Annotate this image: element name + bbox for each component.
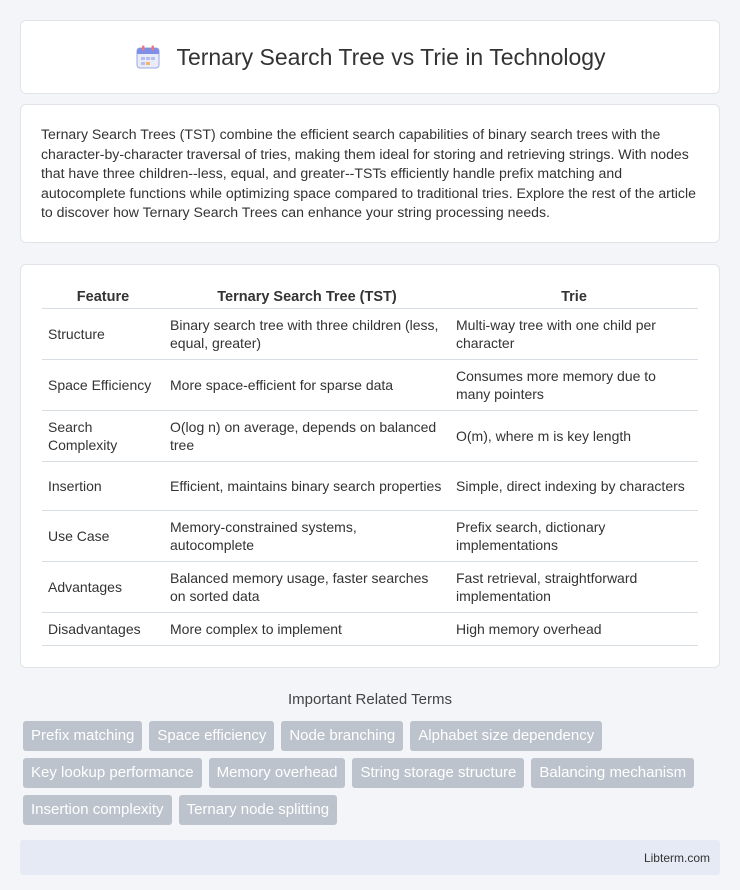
tst-cell: Memory-constrained systems, autocomplete (164, 511, 450, 562)
comparison-card (20, 264, 720, 669)
trie-cell: Multi-way tree with one child per character (450, 309, 698, 360)
related-term-tag[interactable]: Node branching (281, 721, 403, 751)
tst-cell: More space-efficient for sparse data (164, 360, 450, 411)
table-row (42, 309, 698, 360)
feature-cell: Advantages (42, 562, 164, 613)
footer-site-link[interactable]: Libterm.com (643, 850, 710, 865)
calendar-icon (134, 43, 162, 71)
page-header (20, 20, 720, 94)
trie-cell: Prefix search, dictionary implementations (450, 511, 698, 562)
tst-cell: Binary search tree with three children (less, equal, greater) (164, 309, 450, 360)
table-row (42, 562, 698, 613)
page-title: Ternary Search Tree vs Trie in Technology (176, 43, 606, 70)
related-term-tag[interactable]: Balancing mechanism (531, 758, 694, 788)
related-term-tag[interactable]: Key lookup performance (23, 758, 202, 788)
page-footer (20, 840, 720, 875)
related-term-tag[interactable]: Prefix matching (23, 721, 142, 751)
related-terms-title: Important Related Terms (288, 691, 452, 709)
feature-cell: Search Complexity (42, 411, 164, 462)
trie-cell: Simple, direct indexing by characters (450, 462, 698, 511)
feature-cell: Use Case (42, 511, 164, 562)
comparison-table (42, 287, 698, 647)
tst-cell: More complex to implement (164, 613, 450, 646)
tst-cell: O(log n) on average, depends on balanced tree (164, 411, 450, 462)
feature-cell: Structure (42, 309, 164, 360)
column-header-trie: Trie (450, 287, 698, 309)
trie-cell: High memory overhead (450, 613, 698, 646)
tst-cell: Efficient, maintains binary search properties (164, 462, 450, 511)
column-header-tst: Ternary Search Tree (TST) (164, 287, 450, 309)
related-term-tag[interactable]: Ternary node splitting (179, 795, 338, 825)
tst-cell: Balanced memory usage, faster searches on sorted data (164, 562, 450, 613)
trie-cell: O(m), where m is key length (450, 411, 698, 462)
related-terms-list (20, 721, 720, 825)
related-term-tag[interactable]: String storage structure (352, 758, 524, 788)
table-row (42, 462, 698, 511)
related-term-tag[interactable]: Memory overhead (209, 758, 346, 788)
column-header-feature: Feature (42, 287, 164, 309)
feature-cell: Insertion (42, 462, 164, 511)
related-term-tag[interactable]: Alphabet size dependency (410, 721, 602, 751)
feature-cell: Disadvantages (42, 613, 164, 646)
trie-cell: Fast retrieval, straightforward implementation (450, 562, 698, 613)
table-row (42, 411, 698, 462)
table-row (42, 511, 698, 562)
table-header-row (42, 287, 698, 309)
table-row (42, 360, 698, 411)
related-term-tag[interactable]: Space efficiency (149, 721, 274, 751)
trie-cell: Consumes more memory due to many pointers (450, 360, 698, 411)
feature-cell: Space Efficiency (42, 360, 164, 411)
intro-card (20, 104, 720, 243)
table-row (42, 613, 698, 646)
intro-text: Ternary Search Trees (TST) combine the efficient search capabilities of binary search trees with the character-by-character traversal of tries, making them ideal for storing and retrieving strings. With nodes that have three children--less, equal, and greater--TSTs efficiently handle prefix matching and autocomplete functions while optimizing space compared to traditional tries. Explore the rest of the article to discover how Ternary Search Trees can enhance your string processing needs. (41, 126, 696, 221)
related-term-tag[interactable]: Insertion complexity (23, 795, 172, 825)
